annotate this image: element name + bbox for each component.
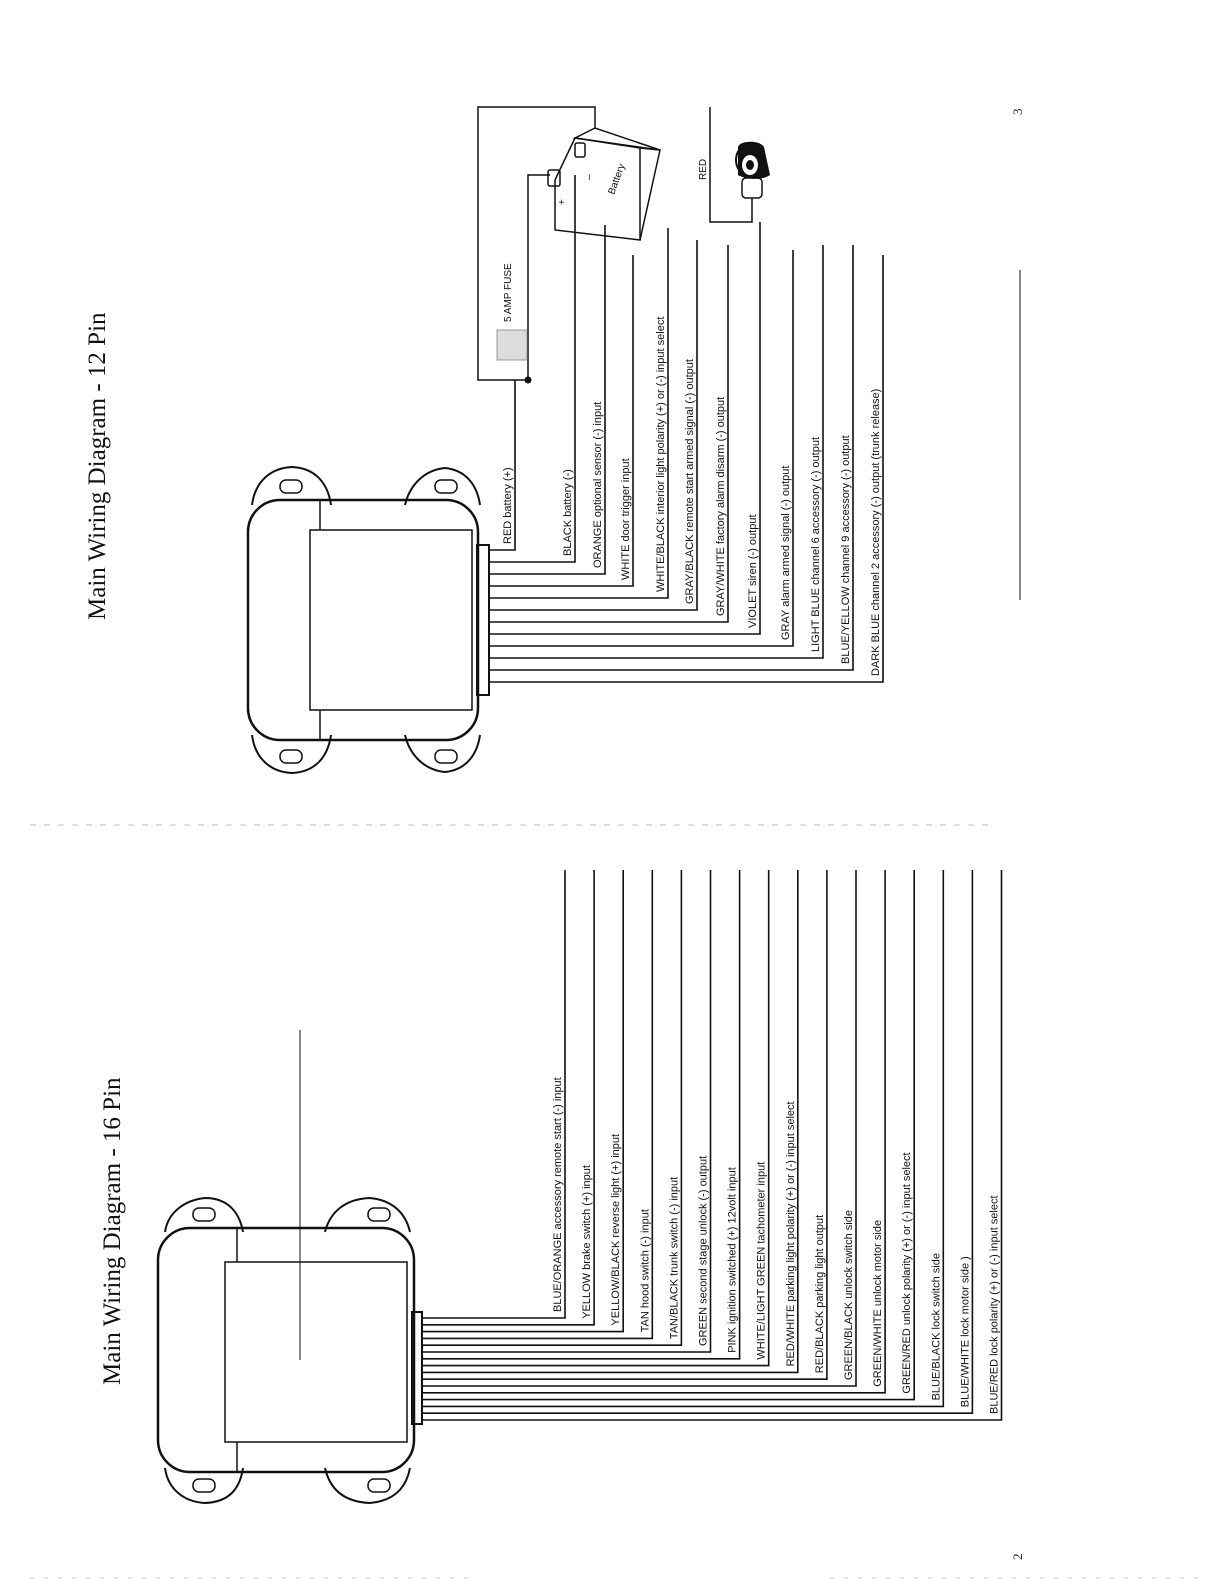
- wire-16-line: [422, 870, 711, 1352]
- wire-16-label: BLUE/BLACK lock switch side: [930, 1253, 943, 1401]
- wire-12-label: ORANGE optional sensor (-) input: [592, 401, 604, 568]
- wire-12-label: GRAY/WHITE factory alarm disarm (-) output: [715, 396, 727, 616]
- siren-icon: [698, 107, 770, 222]
- wire-16-label: YELLOW brake switch (+) input: [581, 1165, 594, 1319]
- page-number-left: 2: [1010, 1553, 1025, 1560]
- wire-16-label: GREEN second stage unlock (-) output: [697, 1155, 710, 1346]
- wire-12-label: WHITE/BLACK interior light polarity (+) or (-) input select: [655, 316, 667, 592]
- wire-12-label: BLACK battery (-): [562, 469, 574, 556]
- wire-16-label: RED/WHITE parking light polarity (+) or (-) input select: [784, 1101, 797, 1367]
- wire-16-label: BLUE/RED lock polarity (+) or (-) input select: [988, 1195, 1001, 1414]
- wire-12-label: DARK BLUE channel 2 accessory (-) output (trunk release): [870, 388, 882, 676]
- wire-16-label: PINK ignition switched (+) 12volt input: [726, 1167, 739, 1353]
- wire-12-label: WHITE door trigger input: [620, 458, 632, 580]
- wire-16-label: YELLOW/BLACK reverse light (+) input: [610, 1133, 623, 1326]
- wire-16-label: TAN hood switch (-) input: [639, 1209, 652, 1333]
- title-16-pin: Main Wiring Diagram - 16 Pin: [99, 1077, 126, 1385]
- wire-group-12: [489, 175, 883, 682]
- fuse-icon: [497, 330, 527, 360]
- title-12-pin: Main Wiring Diagram - 12 Pin: [84, 312, 111, 620]
- control-module-12: [248, 467, 489, 773]
- battery-minus-label: –: [584, 174, 595, 180]
- wire-12-label: BLUE/YELLOW channel 9 accessory (-) output: [840, 435, 852, 664]
- wire-16-line: [422, 870, 594, 1325]
- wire-12-line: [489, 245, 853, 670]
- siren-wire-label: RED: [698, 158, 709, 180]
- wire-16-line: [422, 870, 565, 1318]
- wire-12-label: GRAY alarm armed signal (-) output: [780, 465, 792, 640]
- wire-12-label: GRAY/BLACK remote start armed signal (-) output: [684, 359, 696, 604]
- wire-16-line: [422, 870, 769, 1366]
- battery-icon: [548, 128, 660, 240]
- wire-group-16: [422, 870, 1002, 1420]
- fuse-label: 5 AMP FUSE: [503, 263, 514, 322]
- wire-12-label: RED battery (+): [502, 467, 514, 544]
- wire-12-label: VIOLET siren (-) output: [747, 514, 759, 628]
- battery-plus-label: +: [557, 199, 568, 205]
- wire-16-label: WHITE/LIGHT GREEN tachometer input: [755, 1161, 768, 1360]
- wire-16-label: BLUE/ORANGE accessory remote start (-) input: [552, 1077, 564, 1312]
- control-module-16: [158, 1198, 422, 1503]
- battery-label: Battery: [606, 162, 628, 197]
- fuse-circuit: [478, 107, 595, 384]
- wire-16-line: [422, 870, 943, 1406]
- wire-12-line: [489, 228, 668, 598]
- wire-16-label: BLUE/WHITE lock motor side ): [959, 1256, 972, 1408]
- page-number-right: 3: [1010, 108, 1025, 115]
- wire-16-label: GREEN/BLACK unlock switch side: [843, 1210, 855, 1380]
- wire-12-label: LIGHT BLUE channel 6 accessory (-) output: [810, 436, 822, 652]
- wire-16-label: RED/BLACK parking light output: [813, 1214, 826, 1374]
- wire-16-label: TAN/BLACK trunk switch (-) input: [668, 1176, 681, 1340]
- wire-16-label: GREEN/RED unlock polarity (+) or (-) input select: [901, 1152, 914, 1394]
- wire-16-label: GREEN/WHITE unlock motor side: [872, 1219, 885, 1387]
